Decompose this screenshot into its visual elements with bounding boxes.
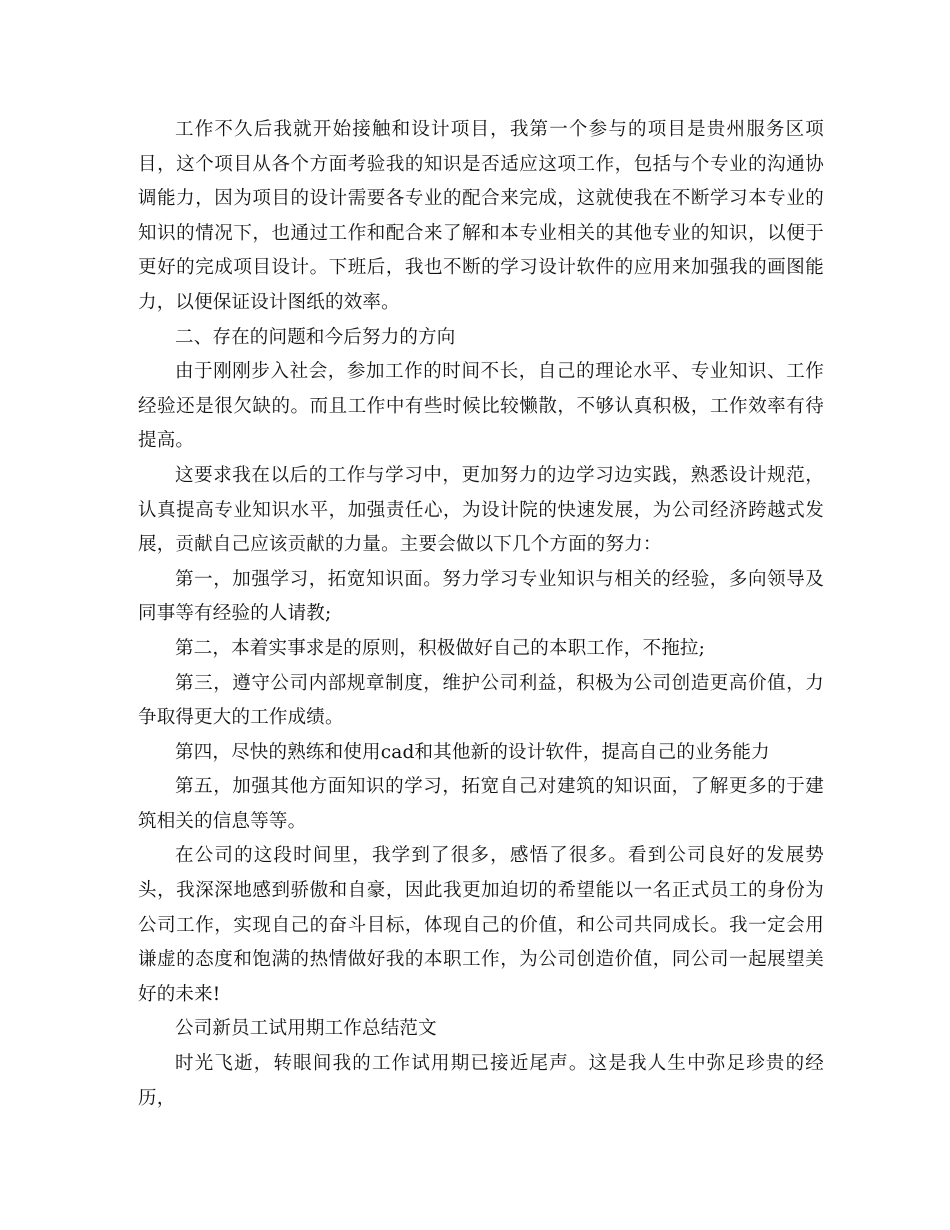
paragraph-new-article-opening: 时光飞逝，转眼间我的工作试用期已接近尾声。这是我人生中弥足珍贵的经历，	[138, 1053, 824, 1109]
section-title-new-article: 公司新员工试用期工作总结范文	[175, 1018, 437, 1040]
list-item-first: 第一，加强学习，拓宽知识面。努力学习专业知识与相关的经验，多向领导及同事等有经验的人请教;	[138, 568, 824, 625]
paragraph-project-experience: 工作不久后我就开始接触和设计项目，我第一个参与的项目是贵州服务区项目，这个项目从各个方面考验我的知识是否适应这项工作，包括与个专业的沟通协调能力，因为项目的设计需要各专业的配合来完成，这就使我在不断学习本专业的知识的情况下，也通过工作和配合来了解和本专业相关的其他专业的知识，以便于更好的完成项目设计。下班后，我也不断的学习设计软件的应用来加强我的画图能力，以便保证设计图纸的效率。	[138, 119, 824, 313]
list-item-third: 第三，遵守公司内部规章制度，维护公司利益，积极为公司创造更高价值，力争取得更大的工作成绩。	[138, 672, 824, 729]
section-heading-problems: 二、存在的问题和今后努力的方向	[175, 326, 456, 348]
list-item-second: 第二，本着实事求是的原则，积极做好自己的本职工作，不拖拉;	[175, 637, 706, 659]
paragraph-requirements: 这要求我在以后的工作与学习中，更加努力的边学习边实践，熟悉设计规范，认真提高专业知识水平，加强责任心，为设计院的快速发展，为公司经济跨越式发展，贡献自己应该贡献的力量。主要会做以下几个方面的努力：	[138, 464, 824, 556]
list-item-fifth: 第五，加强其他方面知识的学习，拓宽自己对建筑的知识面，了解更多的于建筑相关的信息等等。	[138, 776, 824, 832]
paragraph-shortcomings: 由于刚刚步入社会，参加工作的时间不长，自己的理论水平、专业知识、工作经验还是很欠缺的。而且工作中有些时候比较懒散，不够认真积极，工作效率有待提高。	[138, 361, 824, 452]
document-body	[138, 113, 824, 1116]
list-item-fourth: 第四，尽快的熟练和使用cad和其他新的设计软件，提高自己的业务能力	[175, 741, 770, 763]
paragraph-conclusion: 在公司的这段时间里，我学到了很多，感悟了很多。看到公司良好的发展势头，我深深地感到骄傲和自豪，因此我更加迫切的希望能以一名正式员工的身份为公司工作，实现自己的奋斗目标，体现自己的价值，和公司共同成长。我一定会用谦虚的态度和饱满的热情做好我的本职工作，为公司创造价值，同公司一起展望美好的未来!	[138, 845, 824, 1005]
